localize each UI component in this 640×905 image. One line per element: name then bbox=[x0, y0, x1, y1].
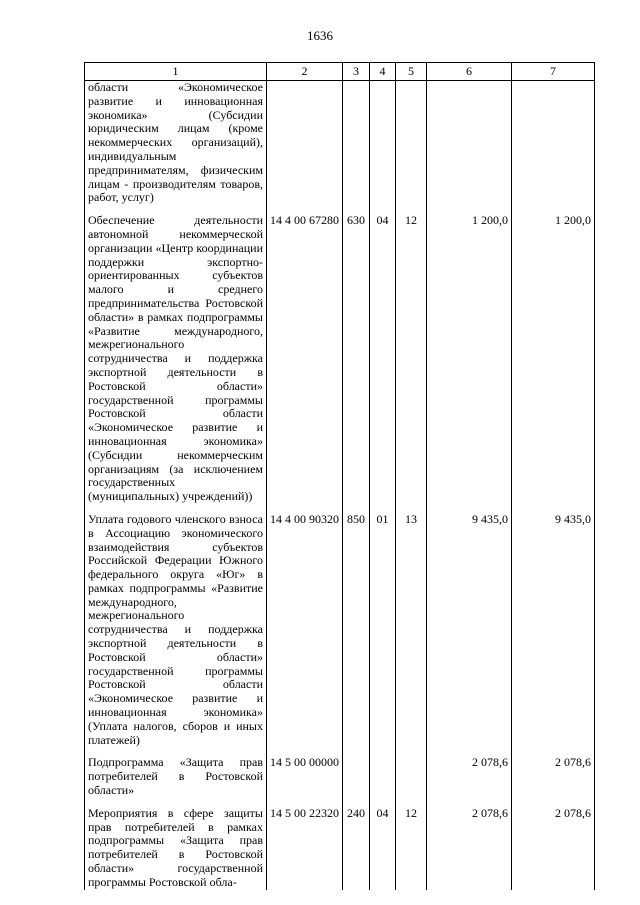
row-expense-type bbox=[343, 756, 370, 797]
row-description: области «Экономическое развитие и инновационная экономика» (Субсидии юридическим лицам (кроме некоммерческих организаций), индивидуальным предпринимателям, физическим лицам - производителям товаров, работ, услуг) bbox=[85, 81, 267, 206]
row-subsection: 12 bbox=[396, 214, 427, 504]
header-col-3: 3 bbox=[343, 63, 370, 81]
row-expense-type: 850 bbox=[343, 513, 370, 748]
row-sum-2 bbox=[512, 81, 595, 206]
row-expense-type bbox=[343, 81, 370, 206]
row-sum-2: 9 435,0 bbox=[512, 513, 595, 748]
table-row bbox=[85, 214, 595, 504]
table-row bbox=[85, 513, 595, 748]
row-sum-2: 1 200,0 bbox=[512, 214, 595, 504]
row-target-code: 14 5 00 22320 bbox=[267, 807, 343, 890]
header-col-4: 4 bbox=[370, 63, 396, 81]
row-sum-1 bbox=[427, 81, 512, 206]
row-section bbox=[370, 756, 396, 797]
row-subsection: 13 bbox=[396, 513, 427, 748]
row-description: Обеспечение деятельности автономной некоммерческой организации «Центр координации поддержки экспортно-ориентированных субъектов малого и среднего предпринимательства Ростовской области» в рамках подпрограммы «Развитие международного, межрегионального сотрудничества и поддержка экспортной деятельности в Ростовской области» государственной программы Ростовской области «Экономическое развитие и инновационная экономика» (Субсидии некоммерческим организациям (за исключением государственных (муниципальных) учреждений)) bbox=[85, 214, 267, 504]
row-section: 04 bbox=[370, 214, 396, 504]
row-section bbox=[370, 81, 396, 206]
row-sum-2: 2 078,6 bbox=[512, 807, 595, 890]
table-row bbox=[85, 756, 595, 797]
row-sum-1: 1 200,0 bbox=[427, 214, 512, 504]
header-col-5: 5 bbox=[396, 63, 427, 81]
table-body bbox=[85, 81, 595, 890]
header-col-7: 7 bbox=[512, 63, 595, 81]
row-sum-1: 2 078,6 bbox=[427, 756, 512, 797]
row-target-code: 14 4 00 90320 bbox=[267, 513, 343, 748]
row-subsection: 12 bbox=[396, 807, 427, 890]
row-subsection bbox=[396, 81, 427, 206]
row-subsection bbox=[396, 756, 427, 797]
header-col-2: 2 bbox=[267, 63, 343, 81]
row-target-code: 14 4 00 67280 bbox=[267, 214, 343, 504]
budget-table bbox=[84, 62, 595, 890]
row-section: 04 bbox=[370, 807, 396, 890]
table-row bbox=[85, 81, 595, 206]
row-expense-type: 630 bbox=[343, 214, 370, 504]
header-col-1: 1 bbox=[85, 63, 267, 81]
page-number: 1636 bbox=[307, 28, 333, 43]
row-description: Уплата годового членского взноса в Ассоциацию экономического взаимодействия субъектов Российской Федерации Южного федерального округа «Юг» в рамках подпрограммы «Развитие международного, межрегионального сотрудничества и поддержка экспортной деятельности в Ростовской области» государственной программы Ростовской области «Экономическое развитие и инновационная экономика» (Уплата налогов, сборов и иных платежей) bbox=[85, 513, 267, 748]
row-description: Мероприятия в сфере защиты прав потребителей в рамках подпрограммы «Защита прав потребителей в Ростовской области» государственной программы Ростовской обла- bbox=[85, 807, 267, 890]
row-target-code bbox=[267, 81, 343, 206]
row-sum-1: 2 078,6 bbox=[427, 807, 512, 890]
row-expense-type: 240 bbox=[343, 807, 370, 890]
row-section: 01 bbox=[370, 513, 396, 748]
table-row bbox=[85, 807, 595, 890]
row-description: Подпрограмма «Защита прав потребителей в Ростовской области» bbox=[85, 756, 267, 797]
header-row bbox=[85, 63, 595, 81]
row-target-code: 14 5 00 00000 bbox=[267, 756, 343, 797]
header-col-6: 6 bbox=[427, 63, 512, 81]
row-sum-2: 2 078,6 bbox=[512, 756, 595, 797]
table-header bbox=[85, 63, 595, 81]
row-sum-1: 9 435,0 bbox=[427, 513, 512, 748]
